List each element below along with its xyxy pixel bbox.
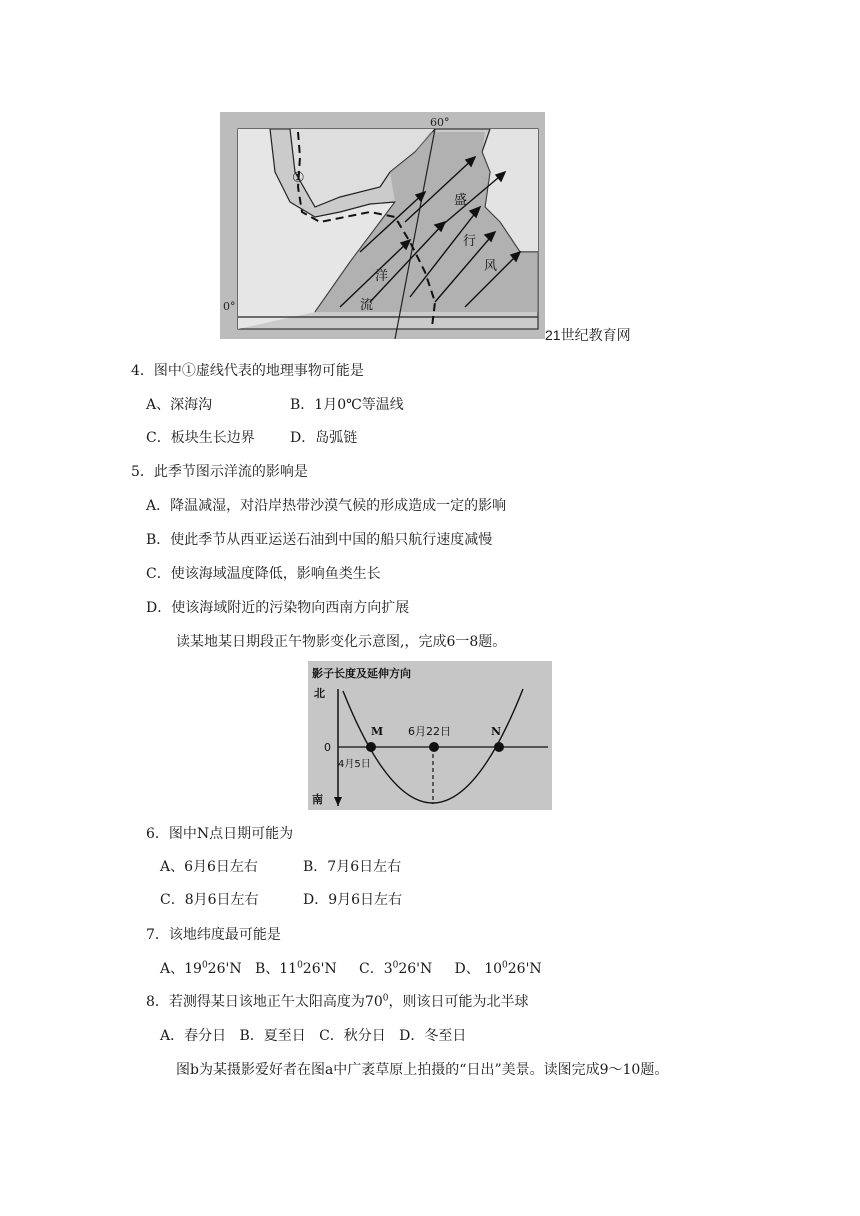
map-char-3: 风 xyxy=(484,259,498,274)
q6-option-b: B．7月6日左右 xyxy=(303,859,402,875)
q4-option-a: A、深海沟 xyxy=(146,397,213,413)
q8-stem: 8．若测得某日该地正午太阳高度为$70^0$，则该日可能为北半球 xyxy=(146,993,529,1010)
q7-option-d: D、 $10^026'N$ xyxy=(454,960,542,977)
q8-options: A．春分日 B．夏至日 C．秋分日 D．冬至日 xyxy=(160,1028,467,1044)
q7-option-a: A、$19^026'N$ xyxy=(160,960,242,977)
q5-stem: 5．此季节图示洋流的影响是 xyxy=(131,464,308,480)
map-char-4: 洋 xyxy=(375,269,389,284)
q4-option-d: D．岛弧链 xyxy=(290,430,358,446)
q6-option-a: A、6月6日左右 xyxy=(160,859,258,875)
map-char-5: 流 xyxy=(360,298,374,313)
north-label: 北 xyxy=(314,687,325,700)
south-label: 南 xyxy=(312,793,323,806)
zero-label: 0 xyxy=(324,741,331,754)
point-n-label: N xyxy=(491,725,502,738)
intro-6-8: 读某地某日期段正午物影变化示意图,，完成6一8题。 xyxy=(176,634,507,650)
q4-stem: 4．图中①虚线代表的地理事物可能是 xyxy=(131,363,364,379)
map-char-1: 盛 xyxy=(454,193,468,208)
q4-option-b: B．1月0℃等温线 xyxy=(290,397,404,413)
q5-option-a: A．降温减湿，对沿岸热带沙漠气候的形成造成一定的影响 xyxy=(146,498,507,514)
lat-60-label: 60° xyxy=(430,116,450,129)
source-label: 21世纪教育网 xyxy=(545,327,631,343)
map-svg xyxy=(220,112,545,339)
q7-stem: 7．该地纬度最可能是 xyxy=(146,927,281,943)
intro-9-10: 图b为某摄影爱好者在图a中广袤草原上拍摄的“日出”美景。读图完成9～10题。 xyxy=(176,1062,669,1078)
equator-label: 0° xyxy=(223,300,236,313)
apr5-label: 4月5日 xyxy=(338,759,371,770)
map-char-2: 行 xyxy=(463,234,477,249)
q6-option-d: D．9月6日左右 xyxy=(303,892,403,908)
q6-stem: 6．图中N点日期可能为 xyxy=(146,826,294,842)
q7-option-b: B、$11^026'N$ xyxy=(254,960,337,977)
q6-option-c: C．8月6日左右 xyxy=(160,892,259,908)
q4-option-c: C．板块生长边界 xyxy=(146,430,255,446)
q5-option-c: C．使该海域温度降低，影响鱼类生长 xyxy=(146,566,381,582)
axis-title: 影子长度及延伸方向 xyxy=(312,667,411,680)
q7-option-c: C．$3^026'N$ xyxy=(358,960,433,977)
jun22-label: 6月22日 xyxy=(408,725,451,738)
marker-1: ① xyxy=(292,170,305,186)
point-m-label: M xyxy=(371,725,384,738)
q5-option-d: D．使该海域附近的污染物向西南方向扩展 xyxy=(146,600,410,616)
q5-option-b: B．使此季节从西亚运送石油到中国的船只航行速度减慢 xyxy=(146,532,493,548)
map-figure xyxy=(220,112,545,339)
q7-options xyxy=(160,958,542,978)
shadow-figure xyxy=(308,661,552,810)
shadow-svg xyxy=(308,661,552,810)
